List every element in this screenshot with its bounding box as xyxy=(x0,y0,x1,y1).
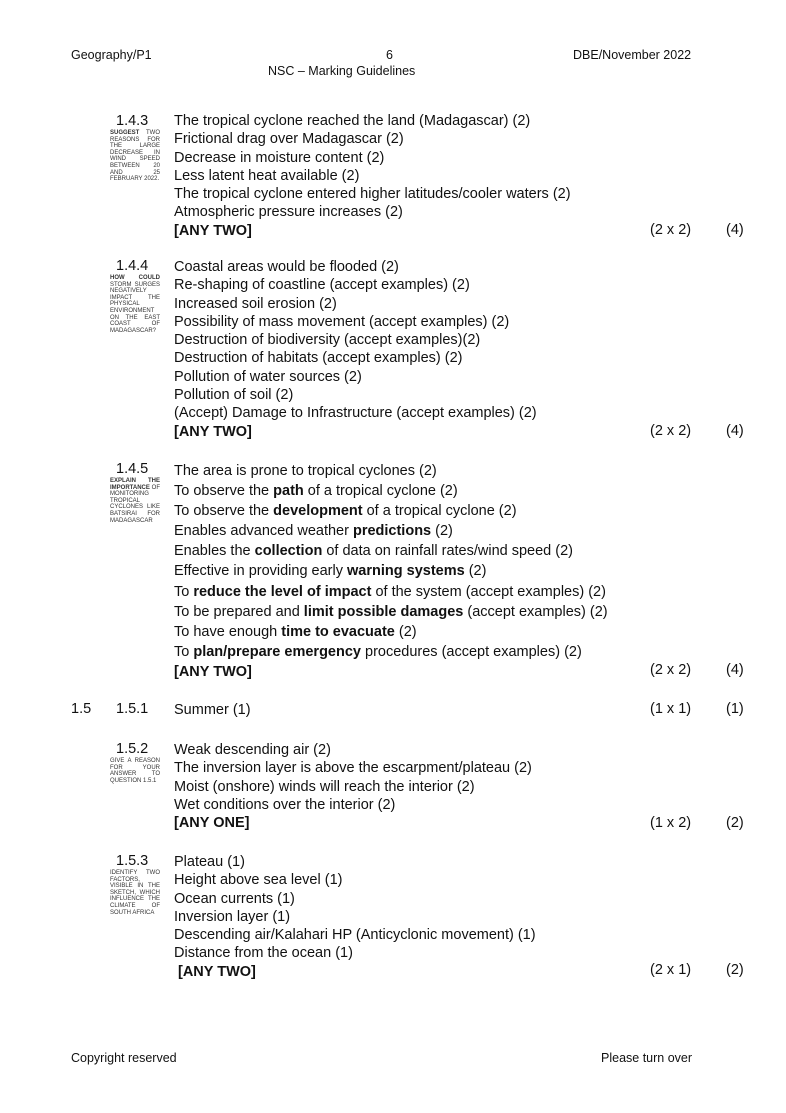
note-text: IDENTIFY TWO FACTORS, VISIBLE IN THE SKETCH, WHICH INFLUENCE THE CLIMATE OF SOUTH AFRICA xyxy=(110,870,160,916)
answer-line: Destruction of biodiversity (accept examples)(2) xyxy=(174,332,481,349)
answer-line: The tropical cyclone reached the land (Madagascar) (2) xyxy=(174,113,531,129)
mark-calc: (1 x 2) xyxy=(650,815,692,831)
any-instruction: [ANY TWO] xyxy=(174,222,252,239)
note-keyword: SUGGEST xyxy=(110,130,140,136)
answer-line: Effective in providing early warning systems (2) xyxy=(174,563,487,580)
question-note xyxy=(110,758,160,784)
question-number: 1.4.5 xyxy=(116,461,149,477)
mark-calc: (1 x 1) xyxy=(650,701,692,717)
answer-line: The inversion layer is above the escarpment/plateau (2) xyxy=(174,760,532,777)
answer-line: Decrease in moisture content (2) xyxy=(174,149,385,166)
note-keyword: HOW COULD xyxy=(110,275,160,281)
answer-line: Wet conditions over the interior (2) xyxy=(174,796,396,813)
any-instruction: [ANY TWO] xyxy=(174,663,252,680)
question-note xyxy=(110,275,160,334)
answer-line: Inversion layer (1) xyxy=(174,908,291,925)
note-text: OF MONITORING TROPICAL CYCLONES LIKE BATSIRAI FOR MADAGASCAR xyxy=(110,484,160,524)
answer-block xyxy=(174,112,571,240)
answer-line: To have enough time to evacuate (2) xyxy=(174,623,417,640)
mark-calc: (2 x 2) xyxy=(650,662,692,678)
question-number: 1.4.3 xyxy=(116,113,149,129)
mark-calc: (2 x 1) xyxy=(650,962,692,978)
footer-left: Copyright reserved xyxy=(71,1051,177,1065)
answer-line: The tropical cyclone entered higher latitudes/cooler waters (2) xyxy=(174,186,571,203)
header-left: Geography/P1 xyxy=(71,48,152,62)
page-number: 6 xyxy=(386,48,393,62)
answer-line: Frictional drag over Madagascar (2) xyxy=(174,131,404,148)
question-note xyxy=(110,870,160,916)
answer-line: (Accept) Damage to Infrastructure (accept examples) (2) xyxy=(174,405,537,422)
question-number: 1.5.1 xyxy=(116,701,149,717)
answer-block xyxy=(174,258,537,441)
mark-total: (2) xyxy=(726,962,744,978)
any-instruction: [ANY TWO] xyxy=(178,963,256,980)
answer-line: Possibility of mass movement (accept examples) (2) xyxy=(174,313,510,330)
answer-line: To observe the development of a tropical cyclone (2) xyxy=(174,503,517,520)
answer-line: Height above sea level (1) xyxy=(174,872,343,889)
note-text: TWO REASONS FOR THE LARGE DECREASE IN WIND SPEED BETWEEN 20 AND 25 FEBRUARY 2022. xyxy=(110,130,160,183)
answer-line: Enables the collection of data on rainfall rates/wind speed (2) xyxy=(174,543,573,560)
answer-line: Ocean currents (1) xyxy=(174,890,295,907)
answer-line: Enables advanced weather predictions (2) xyxy=(174,523,453,540)
answer-line: Atmospheric pressure increases (2) xyxy=(174,204,403,221)
question-note xyxy=(110,478,160,524)
answer-line: Pollution of water sources (2) xyxy=(174,368,362,385)
answer-line: Pollution of soil (2) xyxy=(174,387,294,404)
question-number: 1.5.2 xyxy=(116,741,149,757)
answer-line: Weak descending air (2) xyxy=(174,742,331,758)
answer-line: Plateau (1) xyxy=(174,854,245,870)
answer-block xyxy=(174,461,608,682)
answer-line: The area is prone to tropical cyclones (2) xyxy=(174,463,437,479)
mark-calc: (2 x 2) xyxy=(650,423,692,439)
section-number: 1.5 xyxy=(71,701,92,717)
note-text: STORM SURGES NEGATIVELY IMPACT THE PHYSICAL ENVIRONMENT ON THE EAST COAST OF MADAGASCAR? xyxy=(110,281,160,334)
mark-total: (1) xyxy=(726,701,744,717)
any-instruction: [ANY TWO] xyxy=(174,423,252,440)
mark-total: (2) xyxy=(726,815,744,831)
answer-line: Moist (onshore) winds will reach the interior (2) xyxy=(174,778,475,795)
footer-right: Please turn over xyxy=(601,1051,693,1065)
answer-line: To observe the path of a tropical cyclone (2) xyxy=(174,483,458,500)
answer-line: Distance from the ocean (1) xyxy=(174,945,353,962)
question-note xyxy=(110,130,160,183)
answer-line: Coastal areas would be flooded (2) xyxy=(174,259,399,275)
answer-block xyxy=(174,853,536,981)
answer-line: To plan/prepare emergency procedures (accept examples) (2) xyxy=(174,643,582,660)
answer-block xyxy=(174,741,532,832)
mark-calc: (2 x 2) xyxy=(650,222,692,238)
question-number: 1.4.4 xyxy=(116,258,149,274)
answer-line: Re-shaping of coastline (accept examples) (2) xyxy=(174,277,470,294)
note-keyword: EXPLAIN THE IMPORTANCE xyxy=(110,478,160,491)
header-right: DBE/November 2022 xyxy=(573,48,692,62)
answer-line: To be prepared and limit possible damages (accept examples) (2) xyxy=(174,603,608,620)
any-instruction: [ANY ONE] xyxy=(174,815,250,832)
answer-line: Summer (1) xyxy=(174,702,251,718)
mark-total: (4) xyxy=(726,662,744,678)
answer-line: Less latent heat available (2) xyxy=(174,167,360,184)
note-text: GIVE A REASON FOR YOUR ANSWER TO QUESTION 1.5.1 xyxy=(110,758,160,784)
question-number: 1.5.3 xyxy=(116,853,149,869)
answer-line: Destruction of habitats (accept examples) (2) xyxy=(174,350,463,367)
answer-line: To reduce the level of impact of the system (accept examples) (2) xyxy=(174,583,606,600)
answer-line: Descending air/Kalahari HP (Anticyclonic movement) (1) xyxy=(174,927,536,944)
mark-total: (4) xyxy=(726,222,744,238)
answer-line: Increased soil erosion (2) xyxy=(174,295,337,312)
mark-total: (4) xyxy=(726,423,744,439)
header-subtitle: NSC – Marking Guidelines xyxy=(268,64,416,78)
